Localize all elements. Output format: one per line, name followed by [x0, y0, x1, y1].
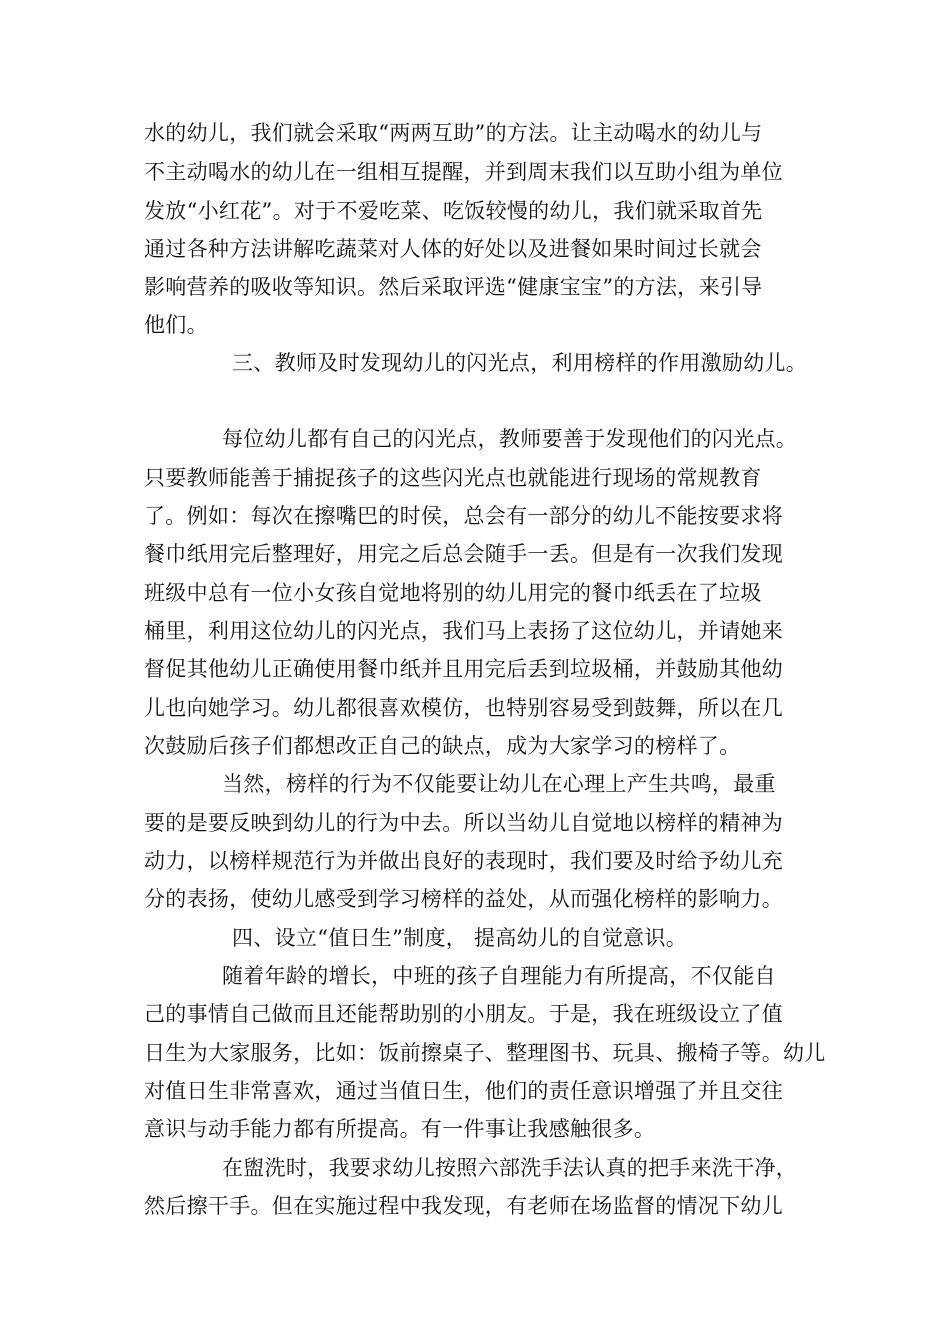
paragraph-line: 意识与动手能力都有所提高。有一件事让我感触很多。	[144, 1117, 656, 1141]
paragraph-line: 不主动喝水的幼儿在一组相互提醒，并到周末我们以互助小组为单位	[144, 160, 783, 184]
paragraph-line: 每位幼儿都有自己的闪光点，教师要善于发现他们的闪光点。	[222, 427, 798, 451]
paragraph-line: 然后擦干手。但在实施过程中我发现，有老师在场监督的情况下幼儿	[144, 1194, 783, 1218]
paragraph-line: 只要教师能善于捕捉孩子的这些闪光点也就能进行现场的常规教育	[144, 466, 762, 490]
paragraph-line: 影响营养的吸收等知识。然后采取评选“健康宝宝”的方法，来引导	[144, 275, 763, 299]
paragraph-line: 发放“小红花”。对于不爱吃菜、吃饭较慢的幼儿，我们就采取首先	[144, 199, 763, 223]
paragraph-line: 班级中总有一位小女孩自觉地将别的幼儿用完的餐巾纸丢在了垃圾	[144, 581, 762, 605]
paragraph-line: 随着年龄的增长，中班的孩子自理能力有所提高，不仅能自	[222, 964, 776, 988]
paragraph-line: 日生为大家服务，比如：饭前擦桌子、整理图书、玩具、搬椅子等。幼儿	[144, 1041, 826, 1065]
paragraph-line: 当然，榜样的行为不仅能要让幼儿在心理上产生共鸣，最重	[222, 772, 776, 796]
paragraph-line: 动力，以榜样规范行为并做出良好的表现时，我们要及时给予幼儿充	[144, 849, 783, 873]
paragraph-line: 了。例如：每次在擦嘴巴的时侯，总会有一部分的幼儿不能按要求将	[144, 504, 783, 528]
paragraph-line: 水的幼儿，我们就会采取“两两互助”的方法。让主动喝水的幼儿与	[144, 121, 763, 145]
section-heading: 三、教师及时发现幼儿的闪光点，利用榜样的作用激励幼儿。	[232, 351, 808, 375]
paragraph-line: 他们。	[144, 313, 208, 337]
section-heading: 四、设立“值日生”制度， 提高幼儿的自觉意识。	[232, 926, 688, 950]
paragraph-line: 儿也向她学习。幼儿都很喜欢模仿，也特别容易受到鼓舞，所以在几	[144, 696, 783, 720]
paragraph-line: 餐巾纸用完后整理好，用完之后总会随手一丢。但是有一次我们发现	[144, 542, 783, 566]
paragraph-line: 次鼓励后孩子们都想改正自己的缺点，成为大家学习的榜样了。	[144, 734, 741, 758]
paragraph-line: 己的事情自己做而且还能帮助别的小朋友。于是，我在班级设立了值	[144, 1002, 783, 1026]
paragraph-line: 在盥洗时，我要求幼儿按照六部洗手法认真的把手来洗干净，	[222, 1156, 798, 1180]
paragraph-line: 通过各种方法讲解吃蔬菜对人体的好处以及进餐如果时间过长就会	[144, 237, 762, 261]
paragraph-line: 分的表扬，使幼儿感受到学习榜样的益处，从而强化榜样的影响力。	[144, 887, 783, 911]
paragraph-line: 对值日生非常喜欢，通过当值日生，他们的责任意识增强了并且交往	[144, 1079, 783, 1103]
paragraph-line: 要的是要反映到幼儿的行为中去。所以当幼儿自觉地以榜样的精神为	[144, 811, 783, 835]
paragraph-line: 督促其他幼儿正确使用餐巾纸并且用完后丢到垃圾桶，并鼓励其他幼	[144, 657, 783, 681]
paragraph-line: 桶里，利用这位幼儿的闪光点，我们马上表扬了这位幼儿，并请她来	[144, 619, 783, 643]
